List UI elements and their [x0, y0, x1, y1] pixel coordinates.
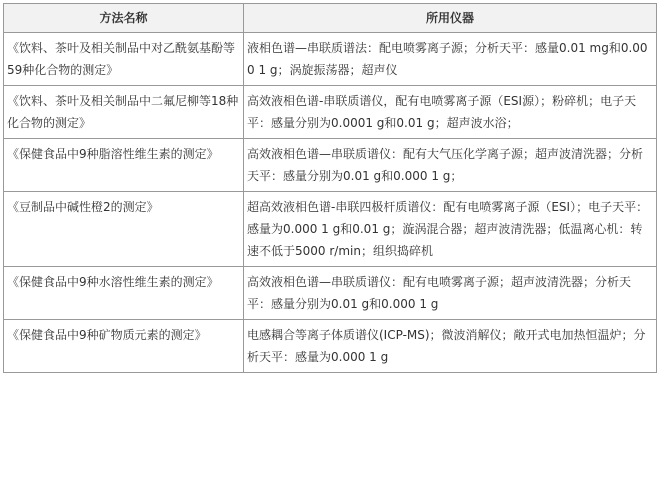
header-method-name: 方法名称	[4, 4, 244, 33]
instruments-cell: 液相色谱—串联质谱法：配电喷雾离子源；分析天平：感量0.01 mg和0.000 1 g；涡旋振荡器；超声仪	[244, 33, 657, 86]
header-instruments: 所用仪器	[244, 4, 657, 33]
method-cell: 《保健食品中9种水溶性维生素的测定》	[4, 267, 244, 320]
table-header-row	[4, 4, 657, 33]
table-row	[4, 267, 657, 320]
table-row	[4, 192, 657, 267]
instruments-cell: 高效液相色谱—串联质谱仪：配有电喷雾离子源；超声波清洗器；分析天平：感量分别为0.01 g和0.000 1 g	[244, 267, 657, 320]
method-cell: 《保健食品中9种矿物质元素的测定》	[4, 320, 244, 373]
instruments-cell: 高效液相色谱—串联质谱仪：配有大气压化学离子源；超声波清洗器；分析天平：感量分别为0.01 g和0.000 1 g；	[244, 139, 657, 192]
method-cell: 《饮料、茶叶及相关制品中对乙酰氨基酚等59种化合物的测定》	[4, 33, 244, 86]
table-row	[4, 320, 657, 373]
table-row	[4, 33, 657, 86]
methods-table	[3, 3, 657, 373]
method-cell: 《保健食品中9种脂溶性维生素的测定》	[4, 139, 244, 192]
instruments-cell: 高效液相色谱-串联质谱仪，配有电喷雾离子源（ESI源）；粉碎机；电子天平：感量分别为0.0001 g和0.01 g；超声波水浴；	[244, 86, 657, 139]
method-cell: 《饮料、茶叶及相关制品中二氟尼柳等18种化合物的测定》	[4, 86, 244, 139]
method-cell: 《豆制品中碱性橙2的测定》	[4, 192, 244, 267]
table-row	[4, 86, 657, 139]
instruments-cell: 超高效液相色谱-串联四极杆质谱仪：配有电喷雾离子源（ESI）；电子天平：感量为0.000 1 g和0.01 g；漩涡混合器；超声波清洗器；低温离心机：转速不低于5000 r/min；组织捣碎机	[244, 192, 657, 267]
instruments-cell: 电感耦合等离子体质谱仪(ICP-MS)；微波消解仪；敞开式电加热恒温炉；分析天平：感量为0.000 1 g	[244, 320, 657, 373]
table-row	[4, 139, 657, 192]
